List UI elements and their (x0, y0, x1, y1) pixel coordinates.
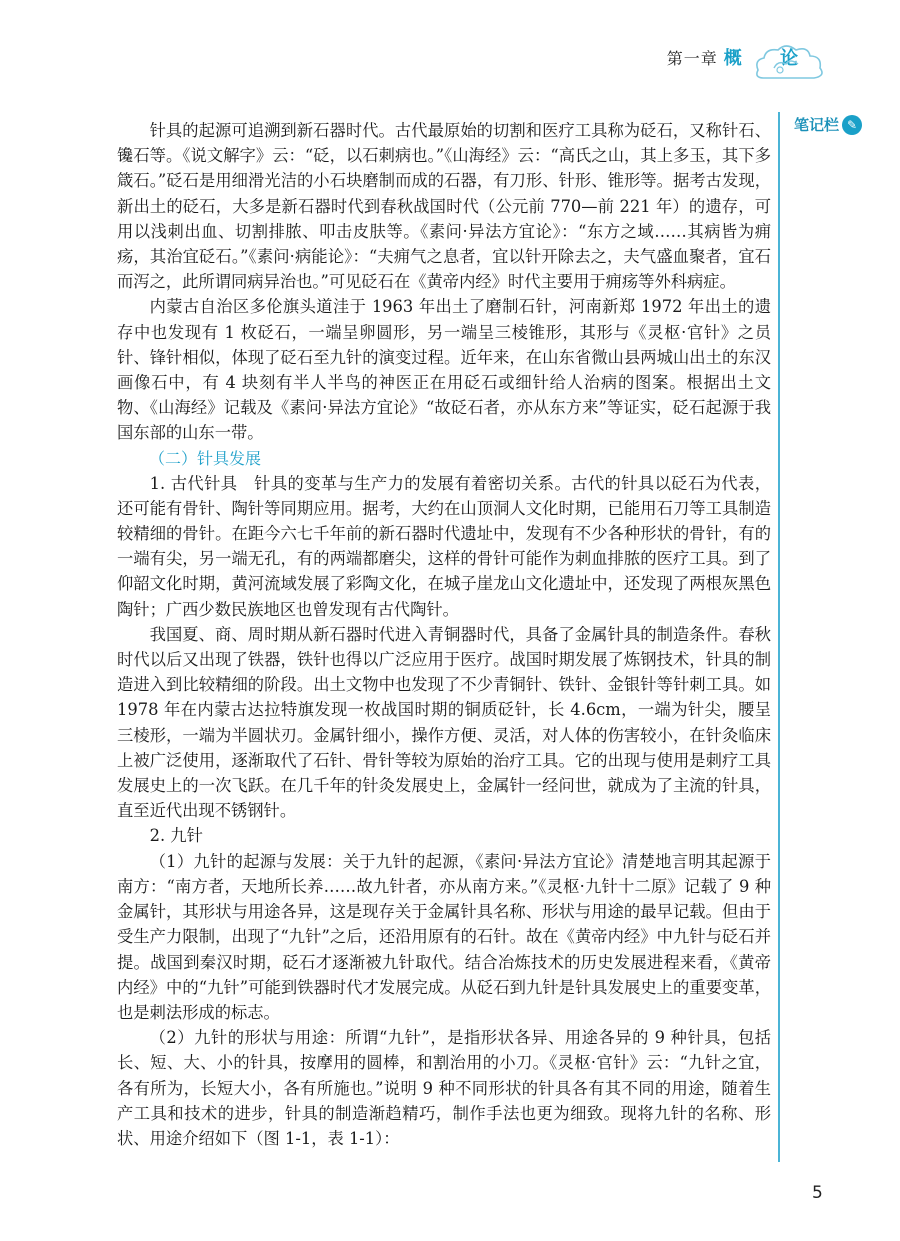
notes-label: 笔记栏 (794, 116, 840, 134)
section-heading: （二）针具发展 (149, 448, 262, 468)
chapter-label: 第一章 (666, 48, 718, 68)
paragraph: 针具的起源可追溯到新石器时代。古代最原始的切割和医疗工具称为砭石，又称针石、镵石等。《说文解字》云：“砭，以石刺病也。”《山海经》云：“高氏之山，其上多玉，其下多箴石。”砭石是用细滑光洁的小石块磨制而成的石器，有刀形、针形、锥形等。据考古发现，新出土的砭石，大多是新石器时代到春秋战国时代（公元前 770—前 221 年）的遗存，可用以浅刺出血、切割排脓、叩击皮肤等。《素问·异法方宜论》：“东方之域……其病皆为痈疡，其治宜砭石。”《素问·病能论》：“夫痈气之息者，宜以针开除去之，夫气盛血聚者，宜石而泻之，此所谓同病异治也。”可见砭石在《黄帝内经》时代主要用于痈疡等外科病症。 (117, 121, 771, 292)
paragraph: 1. 古代针具 针具的变革与生产力的发展有着密切关系。古代的针具以砭石为代表，还可能有骨针、陶针等同期应用。据考，大约在山顶洞人文化时期，已能用石刀等工具制造较精细的骨针。在距今六七千年前的新石器时代遗址中，发现有不少各种形状的骨针，有的一端有尖，另一端无孔，有的两端都磨尖，这样的骨针可能作为刺血排脓的医疗工具。到了仰韶文化时期，黄河流域发展了彩陶文化，在城子崖龙山文化遗址中，还发现了两根灰黑色陶针；广西少数民族地区也曾发现有古代陶针。 (117, 473, 771, 619)
paragraph: 内蒙古自治区多伦旗头道洼于 1963 年出土了磨制石针，河南新郑 1972 年出土的遗存中也发现有 1 枚砭石，一端呈卵圆形，另一端呈三棱锥形，其形与《灵枢·官针》之员针、锋针相似，体现了砭石至九针的演变过程。近年来，在山东省微山县两城山出土的东汉画像石中，有 4 块刻有半人半鸟的神医正在用砭石或细针给人治病的图案。根据出土文物、《山海经》记载及《素问·异法方宜论》“故砭石者，亦从东方来”等证实，砭石起源于我国东部的山东一带。 (117, 297, 771, 443)
main-text (117, 118, 771, 1151)
paragraph: 我国夏、商、周时期从新石器时代进入青铜器时代，具备了金属针具的制造条件。春秋时代以后又出现了铁器，铁针也得以广泛应用于医疗。战国时期发展了炼钢技术，针具的制造进入到比较精细的阶段。出土文物中也发现了不少青铜针、铁针、金银针等针刺工具。如 1978 年在内蒙古达拉特旗发现一枚战国时期的铜质砭针，长 4.6cm，一端为针尖，腰呈三棱形，一端为半圆状刃。金属针细小，操作方便、灵活，对人体的伤害较小，在针灸临床上被广泛使用，逐渐取代了石针、骨针等较为原始的治疗工具。它的出现与使用是刺疗工具发展史上的一次飞跃。在几千年的针灸发展史上，金属针一经问世，就成为了主流的针具，直至近代出现不锈钢针。 (117, 624, 771, 821)
chapter-title: 概 论 (723, 48, 814, 69)
paragraph: （1）九针的起源与发展：关于九针的起源，《素问·异法方宜论》清楚地言明其起源于南方：“南方者，天地所长养……故九针者，亦从南方来。”《灵枢·九针十二原》记载了 9 种金属针，其形状与用途各异，这是现存关于金属针具名称、形状与用途的最早记载。但由于受生产力限制，出现了“九针”之后，还沿用原有的石针。故在《黄帝内经》中九针与砭石并提。战国到秦汉时期，砭石才逐渐被九针取代。结合冶炼技术的历史发展进程来看，《黄帝内经》中的“九针”可能到铁器时代才发展完成。从砭石到九针是针具发展史上的重要变革，也是刺法形成的标志。 (117, 851, 771, 1022)
page-number: 5 (812, 1183, 823, 1203)
notes-margin-line (778, 112, 780, 1162)
note-pencil-icon: ✎ (842, 115, 862, 135)
notes-column-tab (794, 114, 862, 135)
paragraph: （2）九针的形状与用途：所谓“九针”，是指形状各异、用途各异的 9 种针具，包括长、短、大、小的针具，按摩用的圆棒，和割治用的小刀。《灵枢·官针》云：“九针之宜，各有所为，长短大小，各有所施也。”说明 9 种不同形状的针具各有其不同的用途，随着生产工具和技术的进步，针具的制造渐趋精巧，制作手法也更为细致。现将九针的名称、形状、用途介绍如下（图 1-1，表 1-1）： (117, 1028, 771, 1148)
cloud-ornament-icon (750, 40, 830, 84)
subheading: 2. 九针 (149, 826, 203, 846)
